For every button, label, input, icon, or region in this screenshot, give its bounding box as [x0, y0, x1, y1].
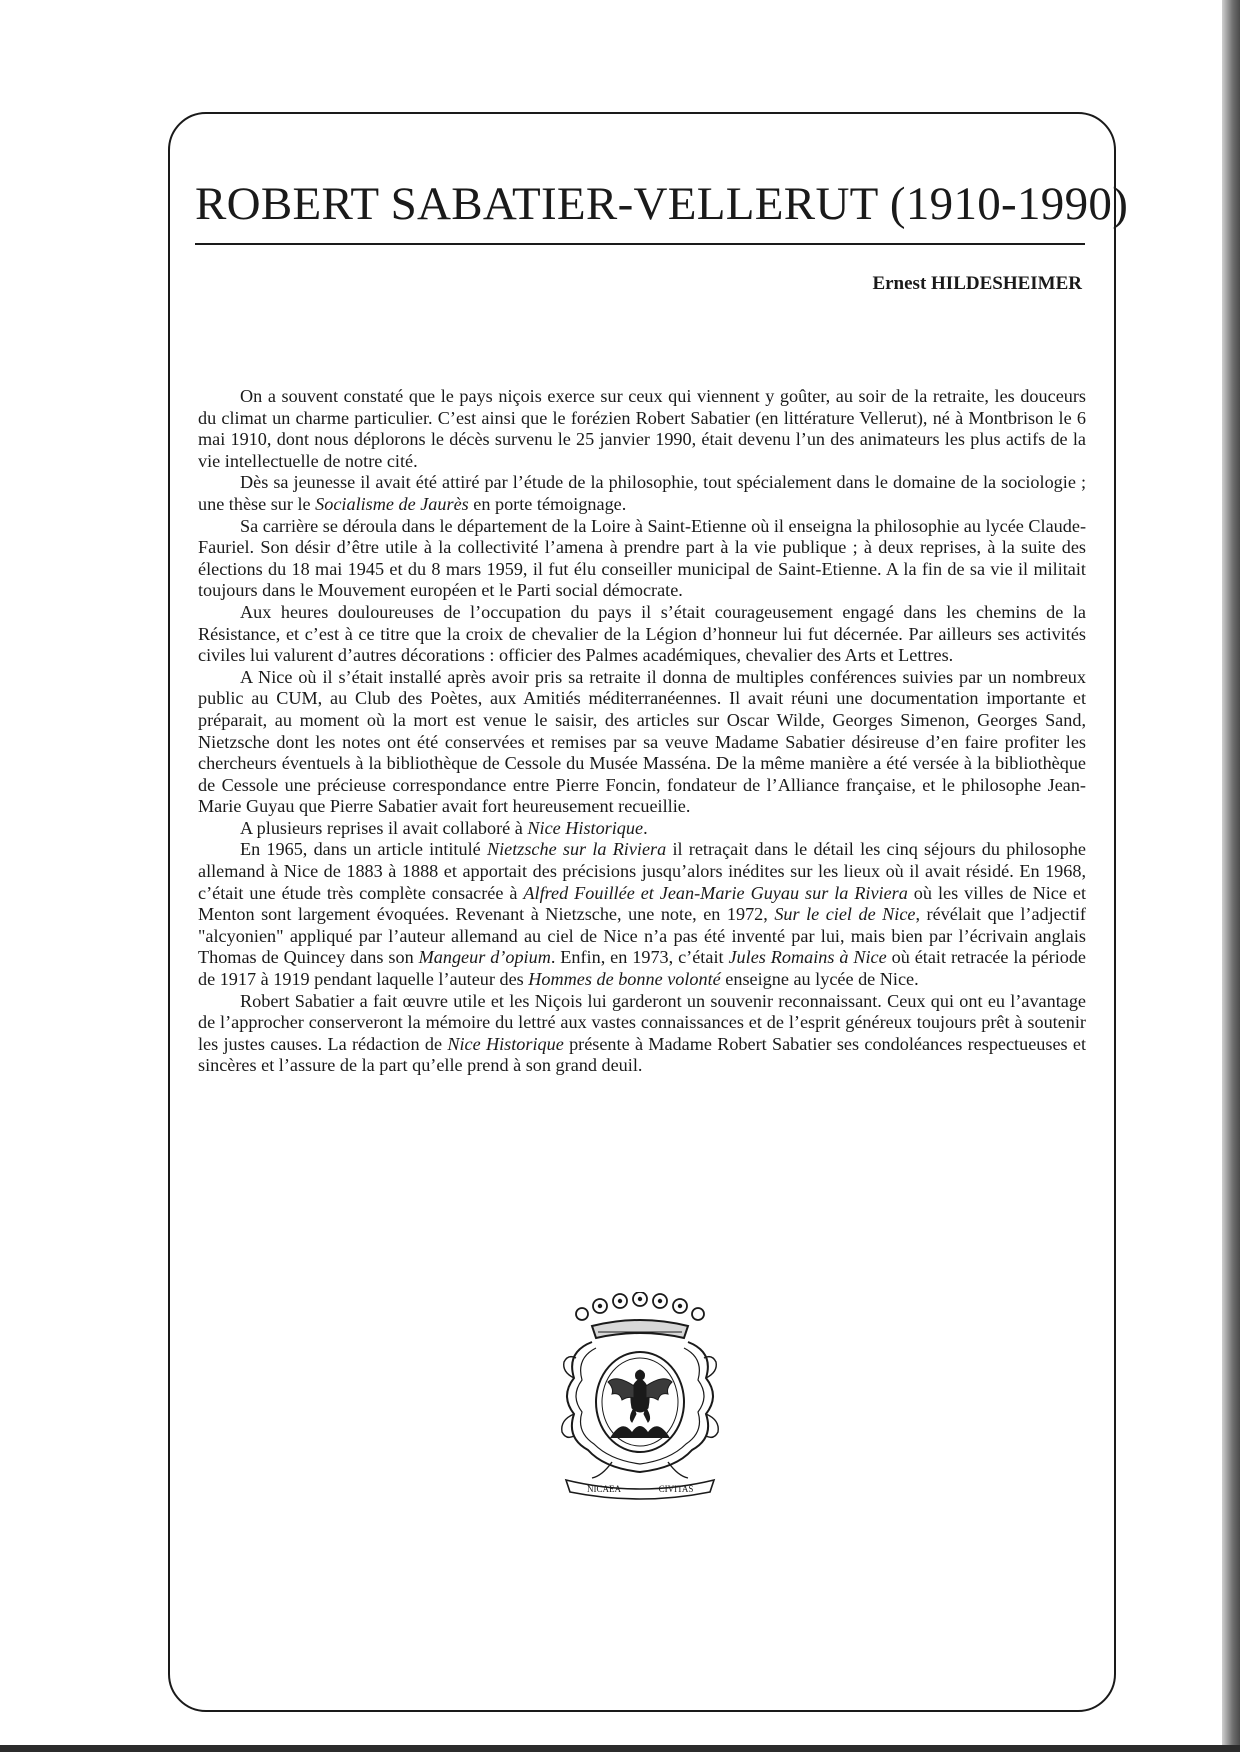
paragraph-text: Aux heures douloureuses de l’occupation du pays il s’était courageusement engagé dans les chemins de la Résistance, et c’est à ce titre que la croix de chevalier de la Légion d’honneur lui fut décernée. Par ailleurs ses activités civiles lui valurent d’autres décorations : officier des Palmes académiques, chevalier des Arts et Lettres. — [198, 601, 1086, 666]
article-paragraph — [198, 818, 1086, 840]
paragraph-text: où les villes de Nice et Menton sont largement évoquées. Revenant à Nietzsche, une note, en 1972, — [198, 882, 1086, 925]
paragraph-text: en porte témoignage. — [468, 493, 627, 514]
article-title: ROBERT SABATIER-VELLERUT (1910-1990) — [195, 178, 1129, 230]
title-rule — [195, 243, 1085, 245]
paragraph-text: , révélait que l’adjectif "alcyonien" appliqué par l’auteur allemand au ciel de Nice n’a pas été inventé par lui, mais bien par l’écrivain anglais Thomas de Quincey dans son — [198, 904, 1086, 968]
paragraph-text: On a souvent constaté que le pays niçois exerce sur ceux qui viennent y goûter, au soir de la retraite, les douceurs du climat un charme particulier. C’est ainsi que le forézien Robert Sabatier (en littérature Vellerut), né à Montbrison le 6 mai 1910, dont nous déplorons le décès survenu le 25 janvier 1990, était devenu l’un des animateurs les plus actifs de la vie intellectuelle de notre cité. — [198, 386, 1086, 471]
italic-title-text: Socialisme de Jaurès — [315, 493, 469, 514]
article-body — [198, 386, 1086, 1077]
author-name: Ernest HILDESHEIMER — [872, 273, 1082, 294]
article-paragraph — [198, 839, 1086, 990]
page-bottom-edge — [0, 1745, 1240, 1752]
paragraph-text: En 1965, dans un article intitulé — [240, 839, 487, 860]
paragraph-text: . — [643, 817, 648, 838]
emblem-motto-left: NICAEA — [587, 1484, 621, 1494]
italic-title-text: Jules Romains à Nice — [728, 947, 887, 968]
paragraph-text: Sa carrière se déroula dans le département de la Loire à Saint-Etienne où il enseigna la philosophie au lycée Claude-Fauriel. Son désir d’être utile à la collectivité l’amena à prendre part à la vie publique ; à deux reprises, à la suite des élections du 18 mai 1945 et du 8 mars 1959, il fut élu conseiller municipal de Saint-Etienne. A la fin de sa vie il militait toujours dans le Mouvement européen et le Parti social démocrate. — [198, 515, 1086, 601]
italic-title-text: Nietzsche sur la Riviera — [486, 839, 667, 860]
italic-title-text: Nice Historique — [527, 817, 644, 838]
paragraph-text: où était retracée la période de 1917 à 1919 pendant laquelle l’auteur des — [198, 947, 1087, 990]
paragraph-text: . Enfin, en 1973, c’était — [550, 947, 729, 968]
article-paragraph — [198, 667, 1086, 818]
emblem-motto-right: CIVITAS — [658, 1484, 694, 1494]
paragraph-text: A Nice où il s’était installé après avoir pris sa retraite il donna de multiples conférences suivies par un nombreux public au CUM, au Club des Poètes, aux Amitiés méditerranéennes. Il avait réuni une documentation importante et préparait, au moment où la mort est venue le saisir, des articles sur Oscar Wilde, Georges Simenon, Georges Sand, Nietzsche dont les notes ont été conservées et remises par sa veuve Madame Sabatier désireuse d’en faire profiter les chercheurs éventuels à la bibliothèque de Cessole du Musée Masséna. De la même manière a été versée à la bibliothèque de Cessole une précieuse correspondance entre Pierre Foncin, fondateur de l’Alliance française, et le philosophe Jean-Marie Guyau que Pierre Sabatier avait fort heureusement recueillie. — [198, 666, 1086, 817]
page-right-edge-shadow — [1222, 0, 1240, 1752]
paragraph-text: il retraçait dans le détail les cinq séjours du philosophe allemand à Nice de 1883 à 1888 et apportait des précisions jusqu’alors inédites sur les lieux où il avait résidé. En 1968, c’était une étude très complète consacrée à — [198, 839, 1087, 903]
paragraph-text: A plusieurs reprises il avait collaboré à — [240, 817, 528, 838]
paragraph-text: enseigne au lycée de Nice. — [720, 969, 919, 990]
paragraph-text: Dès sa jeunesse il avait été attiré par l’étude de la philosophie, tout spécialement dans le domaine de la sociologie ; une thèse sur le — [198, 472, 1086, 514]
paragraph-text: Robert Sabatier a fait œuvre utile et les Niçois lui garderont un souvenir reconnaissant. Ceux qui ont eu l’avantage de l’approcher conserveront la mémoire du lettré aux vastes connaissances et de l’esprit généreux toujours prêt à soutenir les justes causes. La rédaction de — [198, 990, 1086, 1054]
article-paragraph — [198, 472, 1086, 515]
italic-title-text: Hommes de bonne volonté — [528, 969, 721, 990]
paragraph-text: présente à Madame Robert Sabatier ses condoléances respectueuses et sincères et l’assure de la part qu’elle prend à son grand deuil. — [198, 1033, 1087, 1076]
article-paragraph — [198, 516, 1086, 602]
italic-title-text: Sur le ciel de Nice — [774, 904, 916, 925]
italic-title-text: Alfred Fouillée et Jean-Marie Guyau sur la Riviera — [523, 882, 908, 903]
italic-title-text: Nice Historique — [447, 1033, 564, 1054]
article-paragraph — [198, 386, 1086, 472]
article-paragraph — [198, 602, 1086, 667]
italic-title-text: Mangeur d’opium — [418, 947, 551, 968]
coat-of-arms-eagle-crown-icon — [552, 1292, 728, 1500]
article-paragraph — [198, 991, 1086, 1077]
